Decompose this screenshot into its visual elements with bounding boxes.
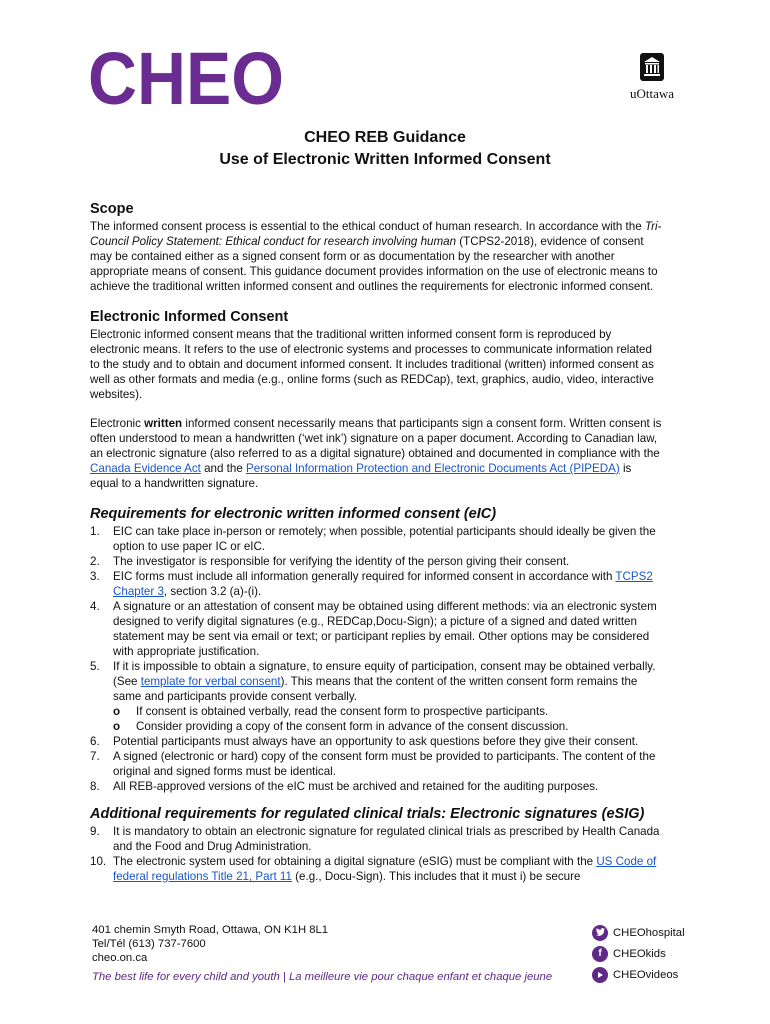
list-item-text: , section 3.2 (a)-(i). bbox=[163, 585, 262, 598]
list-item bbox=[90, 524, 662, 554]
list-item-text: A signature or an attestation of consent may be obtained using different methods: via an electronic system designed to verify digital signatures (e.g., REDCap,Docu-Sign); a picture of a signed and dated written statement may be sent via email or text; or participant replies by email. Other options may be considered with appropriate justification. bbox=[113, 600, 657, 658]
list-item-text: The investigator is responsible for verifying the identity of the person giving their consent. bbox=[113, 555, 570, 568]
requirements-list bbox=[90, 524, 662, 794]
list-item-text: Potential participants must always have an opportunity to ask questions before they give their consent. bbox=[113, 735, 639, 748]
list-item bbox=[90, 779, 662, 794]
eic-p2-text-d: is equal to a handwritten signature. bbox=[90, 462, 632, 490]
footer-address: 401 chemin Smyth Road, Ottawa, ON K1H 8L1 bbox=[92, 924, 329, 936]
eic-paragraph-1: Electronic informed consent means that the traditional written informed consent form is reproduced by electronic means. It refers to the use of electronic systems and processes to communicate information related to the study and to obtain and document informed consent. It includes traditional (written) informed consent as well as other formats and media (e.g., online forms (such as REDCap), text, graphics, audio, video, interactive websites). bbox=[90, 328, 654, 401]
list-item-text: It is mandatory to obtain an electronic signature for regulated clinical trials as prescribed by Health Canada and the Food and Drug Administration. bbox=[113, 825, 660, 853]
tcps-title: Tri-Council Policy Statement: Ethical conduct for research involving human bbox=[90, 220, 662, 248]
social-youtube-label: CHEOvideos bbox=[613, 968, 679, 981]
sub-bullet: o bbox=[113, 705, 121, 718]
list-item-text: All REB-approved versions of the eIC must be archived and retained for the auditing purposes. bbox=[113, 780, 599, 793]
list-number: 7. bbox=[90, 750, 100, 763]
document-title bbox=[0, 127, 770, 171]
verbal-consent-template-link[interactable]: template for verbal consent bbox=[140, 675, 281, 688]
list-item-text: A signed (electronic or hard) copy of the consent form must be provided to participants. The content of the original and signed forms must be identical. bbox=[113, 750, 656, 778]
scope-text-1: The informed consent process is essential to the ethical conduct of human research. In accordance with the bbox=[90, 220, 645, 233]
eic-heading: Electronic Informed Consent bbox=[90, 309, 289, 325]
list-number: 4. bbox=[90, 600, 100, 613]
youtube-icon bbox=[592, 967, 608, 983]
canada-evidence-act-link[interactable]: Canada Evidence Act bbox=[90, 462, 201, 475]
list-item bbox=[90, 749, 662, 779]
additional-requirements-list bbox=[90, 824, 662, 884]
list-number: 8. bbox=[90, 780, 100, 793]
list-item bbox=[90, 734, 662, 749]
scope-heading: Scope bbox=[90, 201, 134, 217]
additional-requirements-heading: Additional requirements for regulated clinical trials: Electronic signatures (eSIG) bbox=[90, 806, 645, 822]
list-number: 5. bbox=[90, 660, 100, 673]
list-number: 2. bbox=[90, 555, 100, 568]
sub-list-item bbox=[113, 719, 662, 734]
uottawa-crest-icon bbox=[639, 52, 665, 82]
list-item-text: (e.g., Docu-Sign). This includes that it must i) be secure bbox=[291, 870, 581, 883]
social-facebook-label: CHEOkids bbox=[613, 947, 666, 960]
social-youtube[interactable] bbox=[592, 964, 702, 985]
sub-bullet: o bbox=[113, 720, 121, 733]
cfr-title-21-link[interactable]: US Code of federal regulations Title 21, Part 11 bbox=[113, 855, 657, 883]
uottawa-logo bbox=[620, 52, 684, 102]
requirements-heading: Requirements for electronic written informed consent (eIC) bbox=[90, 506, 497, 522]
list-item-text: The electronic system used for obtaining a digital signature (eSIG) must be compliant with the bbox=[113, 855, 597, 868]
sub-item-text: If consent is obtained verbally, read the consent form to prospective participants. bbox=[136, 705, 549, 718]
eic-p2-text-c: and the bbox=[200, 462, 246, 475]
eic-p2-text-b: informed consent necessarily means that participants sign a consent form. Written consent is often understood to mean a handwritten (‘wet ink’) signature on a paper document. According to Canadian law, an electronic signature (also referred to as a digital signature) obtained and documented in compliance with the bbox=[90, 417, 662, 460]
list-item-text: EIC forms must include all information generally required for informed consent in accordance with bbox=[113, 570, 616, 583]
cheo-logo bbox=[88, 40, 288, 112]
list-number: 6. bbox=[90, 735, 100, 748]
list-item bbox=[90, 599, 662, 659]
scope-text-2: (TCPS2-2018), evidence of consent may be contained either as a signed consent form or as documentation by the researcher with another appropriate means of consent. This guidance document provides information on the use of electronic means to achieve the traditional written informed consent and outlines the requirements for electronic informed consent. bbox=[90, 235, 658, 293]
list-number: 9. bbox=[90, 825, 100, 838]
list-item-text: EIC can take place in-person or remotely; when possible, potential participants should ideally be given the option to use paper IC or eIC. bbox=[113, 525, 656, 553]
social-twitter[interactable] bbox=[592, 922, 702, 943]
social-facebook[interactable] bbox=[592, 943, 702, 964]
twitter-icon bbox=[592, 925, 608, 941]
list-number: 10. bbox=[90, 855, 107, 868]
list-number: 3. bbox=[90, 570, 100, 583]
footer-phone: Tel/Tél (613) 737-7600 bbox=[92, 938, 206, 950]
cheo-logo-text: CHEO bbox=[88, 40, 284, 112]
sub-item-text: Consider providing a copy of the consent form in advance of the consent discussion. bbox=[136, 720, 569, 733]
list-item bbox=[90, 569, 662, 599]
title-line-2: Use of Electronic Written Informed Consent bbox=[219, 151, 551, 168]
pipeda-link[interactable]: Personal Information Protection and Electronic Documents Act (PIPEDA) bbox=[245, 462, 620, 475]
tcps2-chapter-3-link[interactable]: TCPS2 Chapter 3 bbox=[113, 570, 653, 598]
list-item-text: If it is impossible to obtain a signature, to ensure equity of participation, consent may be obtained verbally. (See bbox=[113, 660, 656, 688]
sub-list bbox=[113, 704, 662, 734]
footer-website[interactable]: cheo.on.ca bbox=[92, 952, 148, 964]
footer-tagline: The best life for every child and youth | La meilleure vie pour chaque enfant et chaque jeune bbox=[92, 971, 553, 983]
title-line-1: CHEO REB Guidance bbox=[304, 129, 466, 146]
scope-paragraph bbox=[90, 219, 662, 294]
list-item bbox=[90, 854, 662, 884]
eic-paragraph-2 bbox=[90, 416, 662, 491]
social-twitter-label: CHEOhospital bbox=[613, 926, 685, 939]
social-links bbox=[592, 922, 702, 985]
document-body bbox=[90, 200, 662, 884]
eic-p2-text-a: Electronic bbox=[90, 417, 145, 430]
list-item bbox=[90, 824, 662, 854]
eic-p2-bold: written bbox=[144, 417, 183, 430]
sub-list-item bbox=[113, 704, 662, 719]
list-item bbox=[90, 554, 662, 569]
uottawa-wordmark: uOttawa bbox=[629, 86, 675, 101]
list-item bbox=[90, 659, 662, 734]
list-number: 1. bbox=[90, 525, 100, 538]
list-item-text: ). This means that the content of the written consent form remains the same and participants provide consent verbally. bbox=[113, 675, 638, 703]
facebook-icon: f bbox=[592, 946, 608, 962]
